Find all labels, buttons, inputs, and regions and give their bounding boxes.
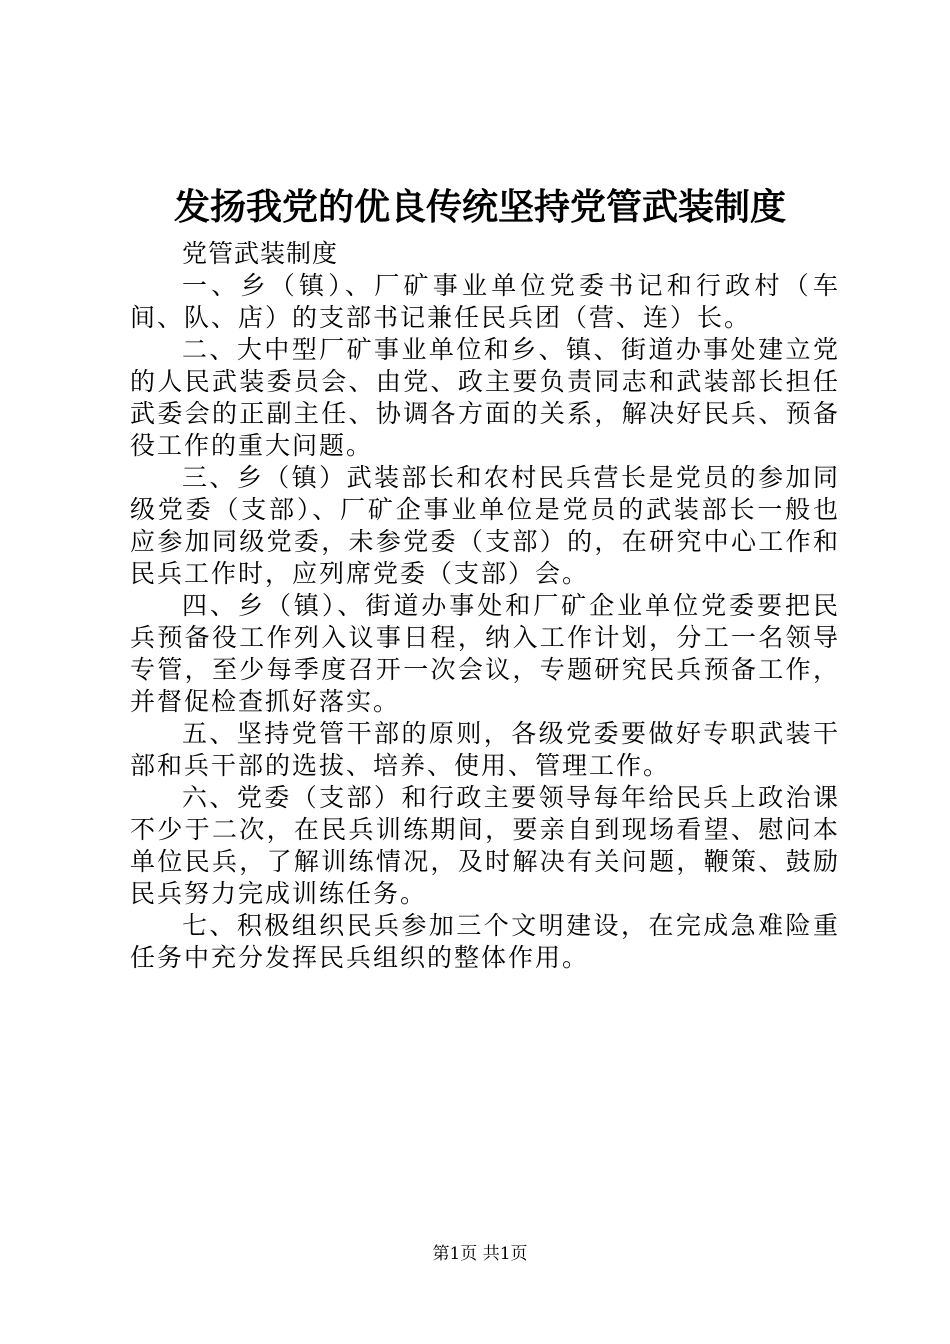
page-number-footer: 第1页 共1页 xyxy=(432,1244,528,1264)
paragraph-2: 二、大中型厂矿事业单位和乡、镇、街道办事处建立党的人民武装委员会、由党、政主要负责同志和武装部长担任武委会的正副主任、协调各方面的关系，解决好民兵、预备役工作的重大问题。 xyxy=(130,335,840,460)
paragraph-7: 七、积极组织民兵参加三个文明建设，在完成急难险重任务中充分发挥民兵组织的整体作用。 xyxy=(130,911,840,972)
paragraph-5: 五、坚持党管干部的原则，各级党委要做好专职武装干部和兵干部的选拔、培养、使用、管理工作。 xyxy=(130,719,840,780)
paragraph-4: 四、乡（镇）、街道办事处和厂矿企业单位党委要把民兵预备役工作列入议事日程，纳入工作计划，分工一名领导专管，至少每季度召开一次会议，专题研究民兵预备工作，并督促检查抓好落实。 xyxy=(130,591,840,716)
paragraph-3: 三、乡（镇）武装部长和农村民兵营长是党员的参加同级党委（支部）、厂矿企事业单位是党员的武装部长一般也应参加同级党委，未参党委（支部）的，在研究中心工作和民兵工作时，应列席党委（支部）会。 xyxy=(130,463,840,588)
section-heading: 党管武装制度 xyxy=(182,239,339,268)
paragraph-1: 一、乡（镇）、厂矿事业单位党委书记和行政村（车间、队、店）的支部书记兼任民兵团（营、连）长。 xyxy=(130,271,840,332)
document-body xyxy=(130,238,840,974)
paragraph-6: 六、党委（支部）和行政主要领导每年给民兵上政治课不少于二次，在民兵训练期间，要亲自到现场看望、慰问本单位民兵，了解训练情况，及时解决有关问题，鞭策、鼓励民兵努力完成训练任务。 xyxy=(130,783,840,908)
document-title: 发扬我党的优良传统坚持党管武装制度 xyxy=(173,186,786,228)
